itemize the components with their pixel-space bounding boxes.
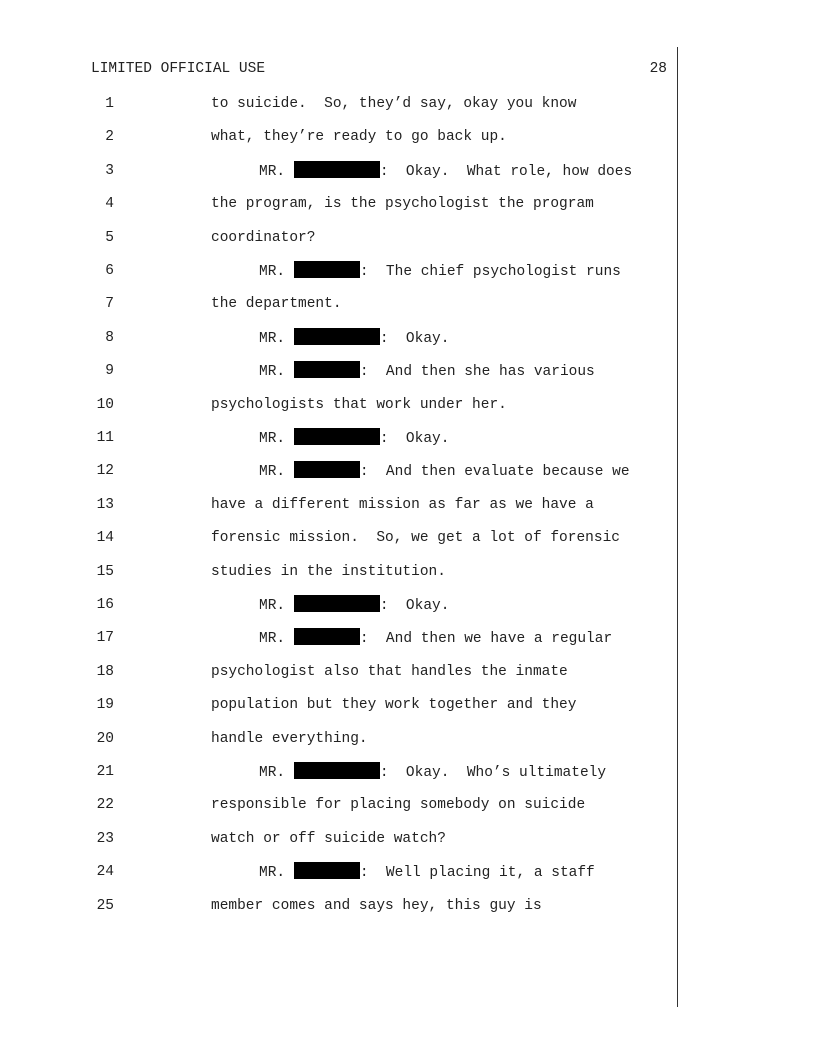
transcript-line	[0, 896, 677, 916]
transcript-line	[0, 762, 677, 782]
line-number: 25	[96, 898, 114, 914]
right-margin-rule	[677, 47, 678, 1007]
line-text	[211, 194, 594, 214]
line-number: 4	[105, 196, 114, 212]
redaction-box	[294, 461, 360, 478]
speaker-prefix: MR.	[259, 431, 294, 447]
speaker-line-text	[259, 762, 606, 783]
transcript-line	[0, 829, 677, 849]
line-content: the department.	[211, 296, 342, 312]
line-number: 10	[96, 397, 114, 413]
redaction-box	[294, 862, 360, 879]
line-number: 18	[96, 664, 114, 680]
line-content: : And then evaluate because we	[359, 464, 630, 480]
line-content: : Okay. What role, how does	[379, 164, 633, 180]
speaker-line-text	[259, 428, 449, 449]
transcript-line	[0, 194, 677, 214]
transcript-line	[0, 428, 677, 448]
transcript-line	[0, 294, 677, 314]
speaker-line-text	[259, 261, 621, 282]
transcript-line	[0, 495, 677, 515]
speaker-prefix: MR.	[259, 464, 294, 480]
line-content: psychologists that work under her.	[211, 397, 507, 413]
line-content: coordinator?	[211, 230, 316, 246]
line-text	[211, 795, 585, 815]
line-number: 20	[96, 731, 114, 747]
line-number: 6	[105, 263, 114, 279]
line-content: have a different mission as far as we have a	[211, 497, 594, 513]
line-content: : Well placing it, a staff	[359, 865, 595, 881]
line-content: what, they’re ready to go back up.	[211, 129, 507, 145]
redaction-box	[294, 628, 360, 645]
line-content: studies in the institution.	[211, 564, 446, 580]
line-text	[211, 495, 594, 515]
transcript-line	[0, 662, 677, 682]
speaker-prefix: MR.	[259, 865, 294, 881]
line-content: : The chief psychologist runs	[359, 264, 621, 280]
transcript-line	[0, 595, 677, 615]
line-number: 15	[96, 564, 114, 580]
line-content: : And then we have a regular	[359, 631, 613, 647]
speaker-prefix: MR.	[259, 631, 294, 647]
line-number: 17	[96, 630, 114, 646]
line-text	[211, 94, 576, 114]
line-content: : Okay.	[379, 431, 450, 447]
transcript-line	[0, 862, 677, 882]
line-content: psychologist also that handles the inmate	[211, 664, 568, 680]
speaker-line-text	[259, 461, 630, 482]
line-content: population but they work together and they	[211, 697, 577, 713]
transcript-line	[0, 94, 677, 114]
line-text	[211, 528, 620, 548]
line-content: the program, is the psychologist the program	[211, 196, 594, 212]
redaction-box	[294, 428, 380, 445]
transcript-line	[0, 795, 677, 815]
classification-header: LIMITED OFFICIAL USE	[91, 61, 266, 77]
transcript-line	[0, 361, 677, 381]
line-content: : And then she has various	[359, 364, 595, 380]
speaker-line-text	[259, 595, 449, 616]
transcript-line	[0, 461, 677, 481]
page-number: 28	[649, 61, 667, 77]
line-content: : Okay.	[379, 331, 450, 347]
speaker-prefix: MR.	[259, 164, 294, 180]
line-text	[211, 662, 568, 682]
speaker-prefix: MR.	[259, 331, 294, 347]
transcript-line	[0, 261, 677, 281]
line-number: 7	[105, 296, 114, 312]
line-content: responsible for placing somebody on suicide	[211, 797, 586, 813]
line-number: 12	[96, 463, 114, 479]
line-content: : Okay.	[379, 598, 450, 614]
line-text	[211, 294, 342, 314]
line-number: 21	[96, 764, 114, 780]
speaker-line-text	[259, 628, 612, 649]
speaker-prefix: MR.	[259, 264, 294, 280]
line-number: 14	[96, 530, 114, 546]
redaction-box	[294, 261, 360, 278]
line-number: 9	[105, 363, 114, 379]
line-number: 2	[105, 129, 114, 145]
line-content: watch or off suicide watch?	[211, 831, 446, 847]
transcript-line	[0, 562, 677, 582]
speaker-line-text	[259, 361, 595, 382]
redaction-box	[294, 161, 380, 178]
line-text	[211, 395, 507, 415]
line-text	[211, 562, 446, 582]
transcript-line	[0, 328, 677, 348]
line-number: 3	[105, 163, 114, 179]
transcript-line	[0, 528, 677, 548]
speaker-line-text	[259, 862, 595, 883]
speaker-prefix: MR.	[259, 364, 294, 380]
line-text	[211, 228, 315, 248]
redaction-box	[294, 328, 380, 345]
line-number: 23	[96, 831, 114, 847]
line-number: 5	[105, 230, 114, 246]
speaker-prefix: MR.	[259, 765, 294, 781]
line-text	[211, 127, 507, 147]
line-number: 11	[96, 430, 114, 446]
line-content: to suicide. So, they’d say, okay you know	[211, 96, 577, 112]
line-number: 16	[96, 597, 114, 613]
line-number: 24	[96, 864, 114, 880]
line-content: handle everything.	[211, 731, 368, 747]
line-number: 19	[96, 697, 114, 713]
transcript-line	[0, 127, 677, 147]
speaker-line-text	[259, 328, 449, 349]
line-text	[211, 829, 446, 849]
line-number: 8	[105, 330, 114, 346]
line-content: member comes and says hey, this guy is	[211, 898, 542, 914]
line-content: forensic mission. So, we get a lot of forensic	[211, 530, 620, 546]
transcript-line	[0, 395, 677, 415]
transcript-line	[0, 628, 677, 648]
transcript-line	[0, 228, 677, 248]
redaction-box	[294, 595, 380, 612]
redaction-box	[294, 361, 360, 378]
speaker-line-text	[259, 161, 632, 182]
line-text	[211, 729, 368, 749]
line-text	[211, 695, 576, 715]
redaction-box	[294, 762, 380, 779]
transcript-line	[0, 729, 677, 749]
line-text	[211, 896, 542, 916]
transcript-line	[0, 695, 677, 715]
line-number: 13	[96, 497, 114, 513]
transcript-line	[0, 161, 677, 181]
line-number: 1	[105, 96, 114, 112]
line-number: 22	[96, 797, 114, 813]
speaker-prefix: MR.	[259, 598, 294, 614]
line-content: : Okay. Who’s ultimately	[379, 765, 607, 781]
